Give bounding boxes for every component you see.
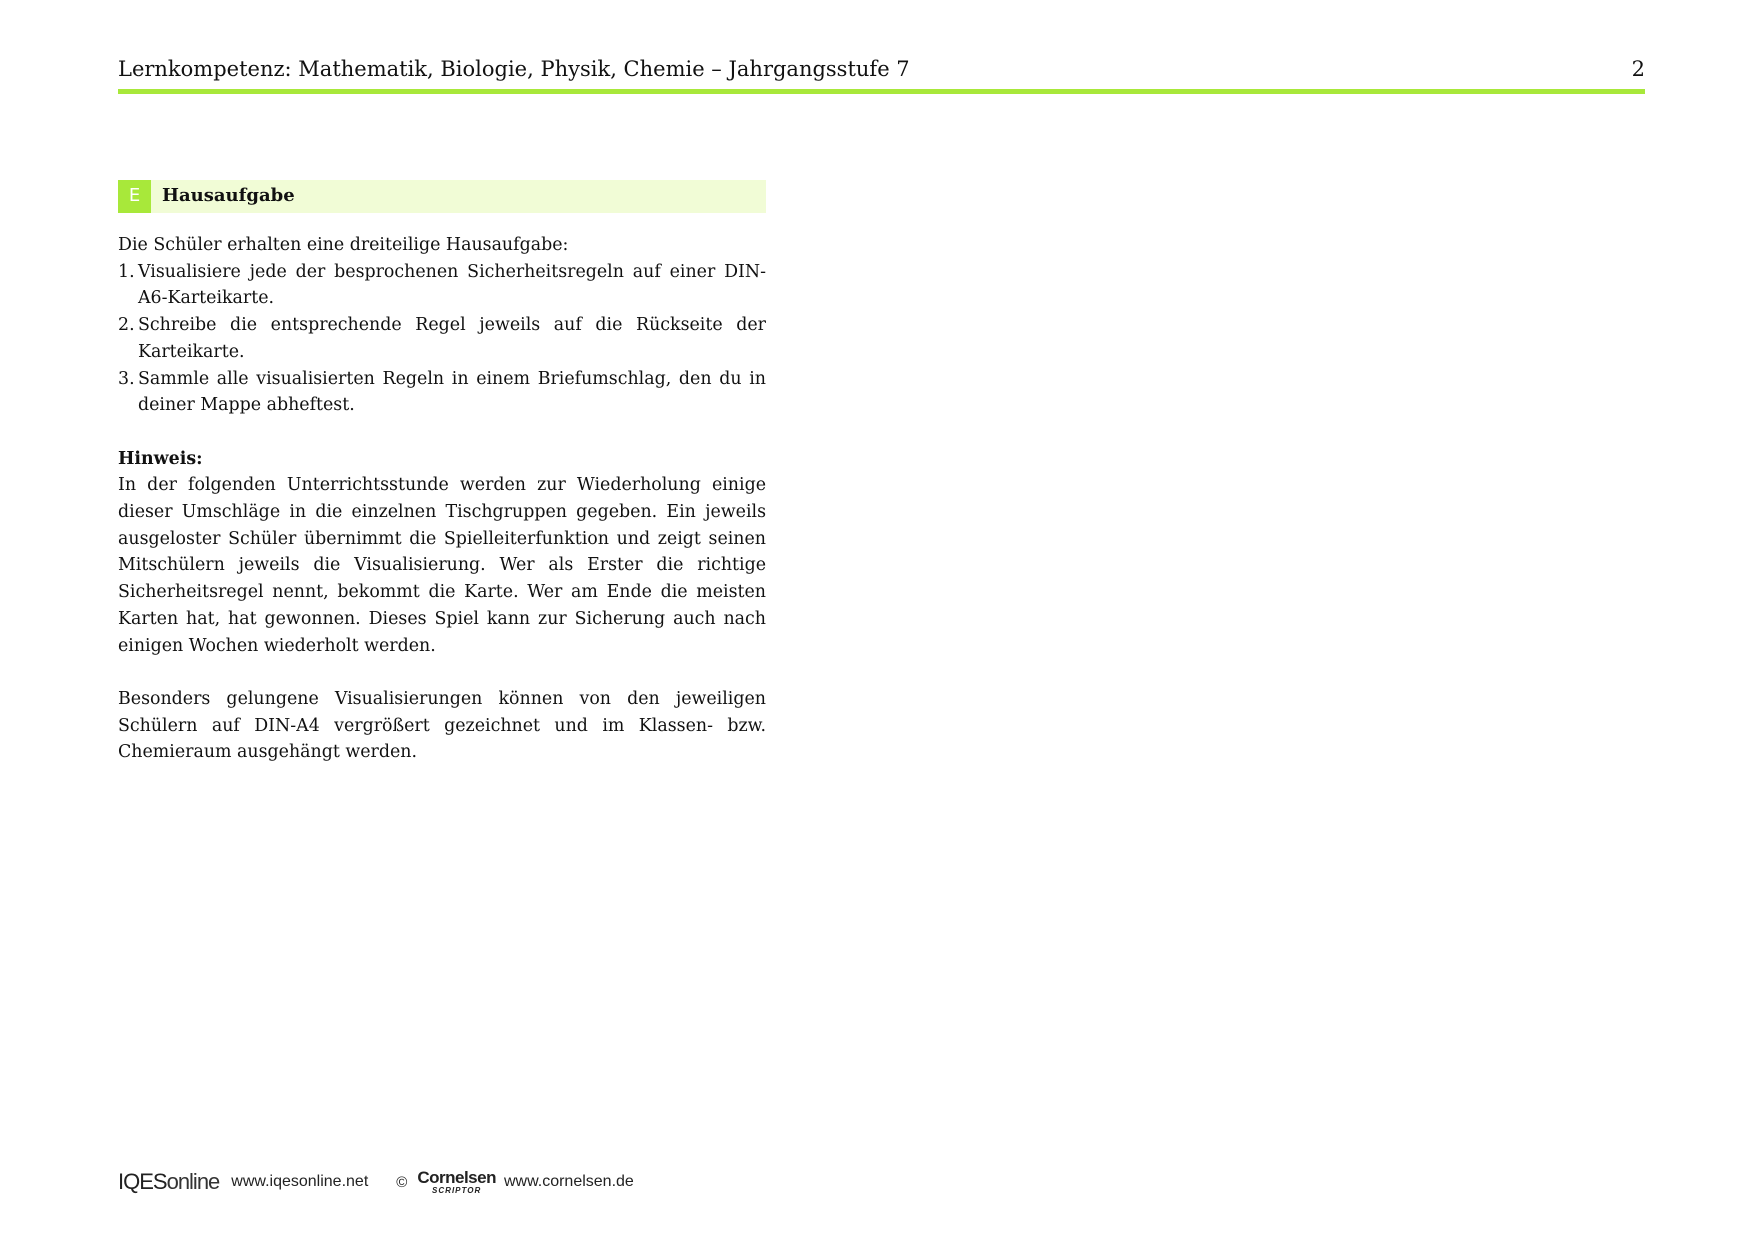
section-heading xyxy=(118,180,766,213)
document-title: Lernkompetenz: Mathematik, Biologie, Physik, Chemie – Jahrgangsstufe 7 xyxy=(118,57,910,81)
list-item xyxy=(118,366,766,419)
note-paragraph: Besonders gelungene Visualisierungen können von den jeweiligen Schülern auf DIN-A4 vergrößert gezeichnet und im Klassen- bzw. Chemieraum ausgehängt werden. xyxy=(118,688,766,763)
intro-text: Die Schüler erhalten eine dreiteilige Hausaufgabe: xyxy=(118,235,569,255)
list-item-text: Schreibe die entsprechende Regel jeweils auf die Rückseite der Karteikarte. xyxy=(138,315,766,362)
list-item-number: 2. xyxy=(118,315,135,336)
header-rule xyxy=(118,89,1645,94)
copyright-symbol: © xyxy=(396,1173,408,1191)
section-letter-badge: E xyxy=(118,180,151,213)
list-item-text: Visualisiere jede der besprochenen Sicherheitsregeln auf einer DIN-A6-Karteikarte. xyxy=(138,261,766,309)
section-title: Hausaufgabe xyxy=(162,185,295,207)
list-item xyxy=(118,259,766,312)
list-item-number: 3. xyxy=(118,368,135,389)
task-list xyxy=(118,259,766,419)
page-footer xyxy=(118,1167,634,1197)
main-content xyxy=(118,180,766,766)
note-paragraph: In der folgenden Unterrichtsstunde werden zur Wiederholung einige dieser Umschläge in die einzelnen Tischgruppen gegeben. Ein jeweils ausgeloster Schüler übernimmt die Spielleiterfunktion und zeigt seinen Mitschülern jeweils die Visualisierung. Wer als Erster die richtige Sicherheitsregel nennt, bekommt die Karte. Wer am Ende die meisten Karten hat, hat gewonnen. Dieses Spiel kann zur Sicherung auch nach einigen Wochen wiederholt werden. xyxy=(118,475,766,656)
note-heading: Hinweis: xyxy=(118,448,203,469)
cornelsen-url[interactable]: www.cornelsen.de xyxy=(503,1173,634,1190)
list-item-number: 1. xyxy=(118,261,135,282)
list-item-text: Sammle alle visualisierten Regeln in einem Briefumschlag, den du in deiner Mappe abheftest. xyxy=(138,368,766,416)
list-item xyxy=(118,312,766,365)
page-number: 2 xyxy=(1631,57,1645,81)
iqes-logo: IQESonline xyxy=(118,1169,220,1194)
cornelsen-logo: Cornelsen SCRIPTOR xyxy=(417,1168,496,1195)
iqes-url[interactable]: www.iqesonline.net xyxy=(231,1173,369,1190)
